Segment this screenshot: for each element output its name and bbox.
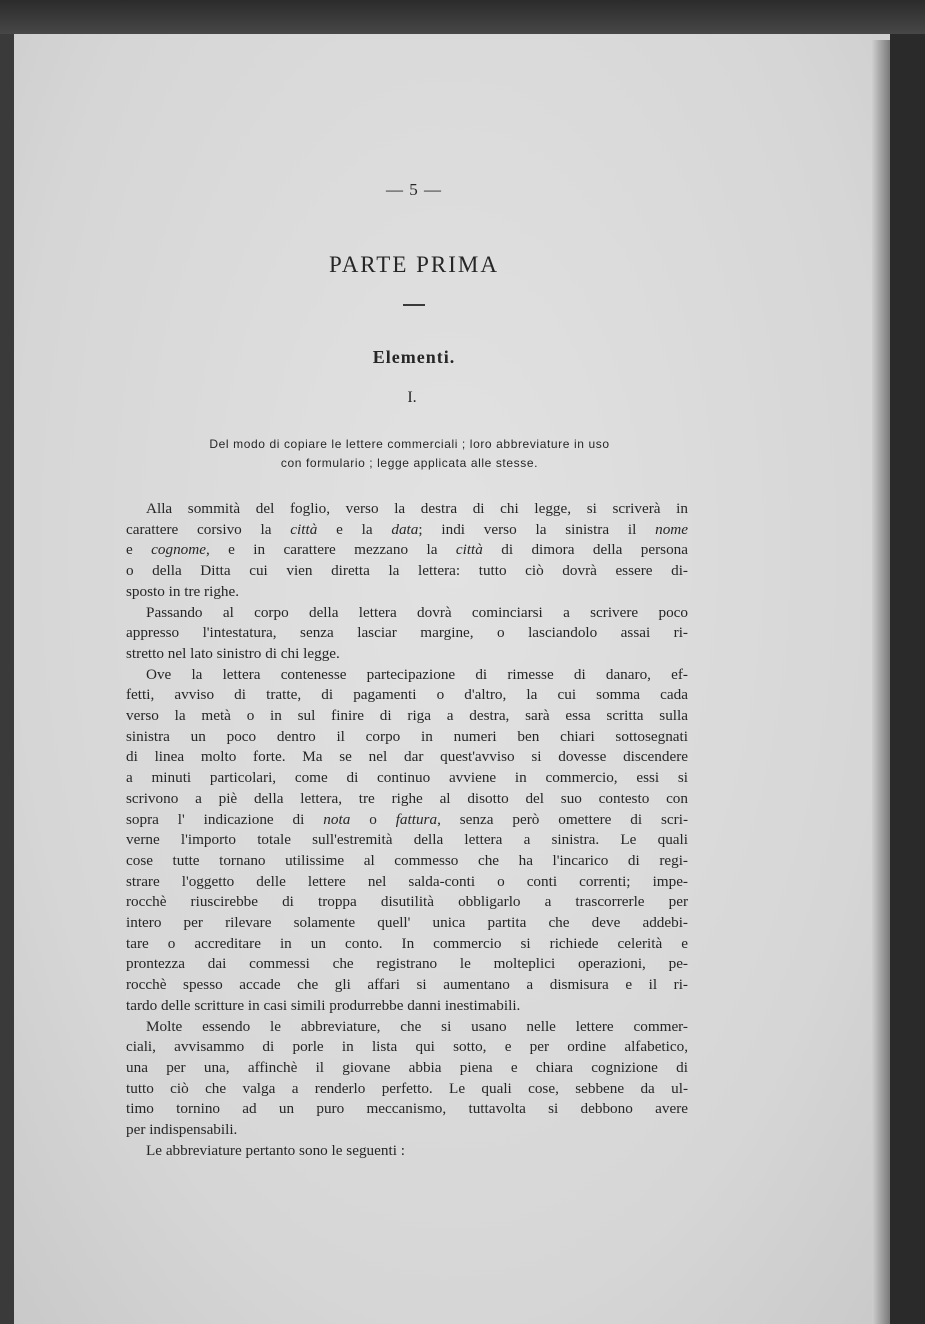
chapter-subtitle-line: con formulario ; legge applicata alle stesse.: [280, 456, 539, 470]
paragraph: [126, 1141, 688, 1162]
text-line: Alla sommità del foglio, verso la destra di chi legge, si scriverà in: [146, 500, 688, 517]
text-line: Ove la lettera contenesse partecipazione di rimesse di danaro, ef-: [146, 665, 688, 683]
text-line: Molte essendo le abbreviature, che si usano nelle lettere commer-: [146, 1017, 688, 1035]
italic-word: nota: [323, 810, 351, 828]
section-title: Elementi.: [372, 347, 456, 367]
paragraph: [126, 499, 688, 603]
chapter-subtitle: [132, 435, 687, 473]
text-line: a minuti particolari, come di continuo avviene in commercio, essi si: [126, 769, 688, 787]
text-line: Le abbreviature pertanto sono le seguenti :: [146, 1141, 405, 1159]
text-line: Passando al corpo della lettera dovrà cominciarsi a scrivere poco: [146, 603, 688, 621]
italic-word: fattura: [395, 810, 438, 828]
book-page: [14, 34, 890, 1324]
text-line: strare l'oggetto delle lettere nel salda-conti o conti correnti; impe-: [126, 872, 688, 890]
text-line: sposto in tre righe.: [126, 582, 240, 600]
page-edge: [872, 40, 890, 1324]
text-line: o della Ditta cui vien diretta la lettera: tutto ciò dovrà essere di-: [126, 562, 688, 580]
scan-right-border: [890, 34, 925, 1324]
text-line: sinistra un poco dentro il corpo in numeri ben chiari sottosegnati: [126, 727, 688, 745]
italic-word: città: [290, 520, 318, 538]
text-line: una per una, affinchè il giovane abbia piena e chiara cognizione di: [126, 1058, 688, 1076]
text-line: sopra l' indicazione di nota o fattura, senza però omettere di scri-: [126, 810, 689, 828]
page-number: — 5 —: [386, 180, 442, 199]
text-line: ciali, avvisammo di porle in lista qui sotto, e per ordine alfabetico,: [126, 1038, 688, 1056]
text-line: stretto nel lato sinistro di chi legge.: [126, 644, 340, 662]
italic-word: città: [455, 541, 483, 559]
scan-top-border: [0, 0, 925, 34]
text-line: verne l'importo totale sull'estremità della lettera a sinistra. Le quali: [126, 831, 688, 849]
paragraph: [126, 1017, 688, 1141]
italic-word: data: [391, 520, 419, 538]
body-text: [126, 499, 688, 1162]
text-line: prontezza dai commessi che registrano le molteplici operazioni, pe-: [126, 955, 688, 973]
title-rule: [403, 304, 425, 306]
chapter-numeral: I.: [407, 389, 417, 406]
text-line: carattere corsivo la città e la data; indi verso la sinistra il nome: [126, 520, 689, 538]
paragraph: [126, 603, 688, 665]
text-line: fetti, avviso di tratte, di pagamenti o d'altro, la cui somma cada: [126, 686, 688, 704]
text-line: di linea molto forte. Ma se nel dar quest'avviso si dovesse discendere: [126, 748, 688, 766]
text-line: scrivono a piè della lettera, tre righe al disotto del suo contesto con: [126, 789, 688, 807]
text-line: verso la metà o in sul finire di riga a destra, sarà essa scritta sulla: [126, 707, 688, 725]
italic-word: cognome: [151, 541, 206, 559]
text-line: cose tutte tornano utilissime al commesso che ha l'incarico di regi-: [126, 851, 688, 869]
text-line: appresso l'intestatura, senza lasciar margine, o lasciandolo assai ri-: [126, 624, 688, 642]
part-title: PARTE PRIMA: [329, 252, 499, 277]
text-line: per indispensabili.: [126, 1121, 238, 1139]
text-line: timo tornino ad un puro meccanismo, tuttavolta si debbono avere: [126, 1100, 688, 1118]
text-line: e cognome, e in carattere mezzano la città di dimora della persona: [126, 541, 688, 559]
text-line: tardo delle scritture in casi simili produrrebbe danni inestimabili.: [126, 996, 521, 1014]
text-line: tare o accreditare in un conto. In commercio si richiede celerità e: [126, 934, 688, 952]
text-line: intero per rilevare solamente quell' unica partita che deve addebi-: [126, 914, 688, 932]
text-line: rocchè spesso accade che gli affari si aumentano a dismisura e il ri-: [126, 976, 688, 994]
text-line: rocchè riuscirebbe di troppa disutilità obbligarlo a trascorrerle per: [126, 893, 688, 911]
text-line: tutto ciò che valga a renderlo perfetto. Le quali cose, sebbene da ul-: [126, 1079, 688, 1097]
italic-word: nome: [655, 520, 689, 538]
chapter-subtitle-line: Del modo di copiare le lettere commerciali ; loro abbreviature in uso: [209, 437, 610, 451]
paragraph: [126, 665, 688, 1017]
